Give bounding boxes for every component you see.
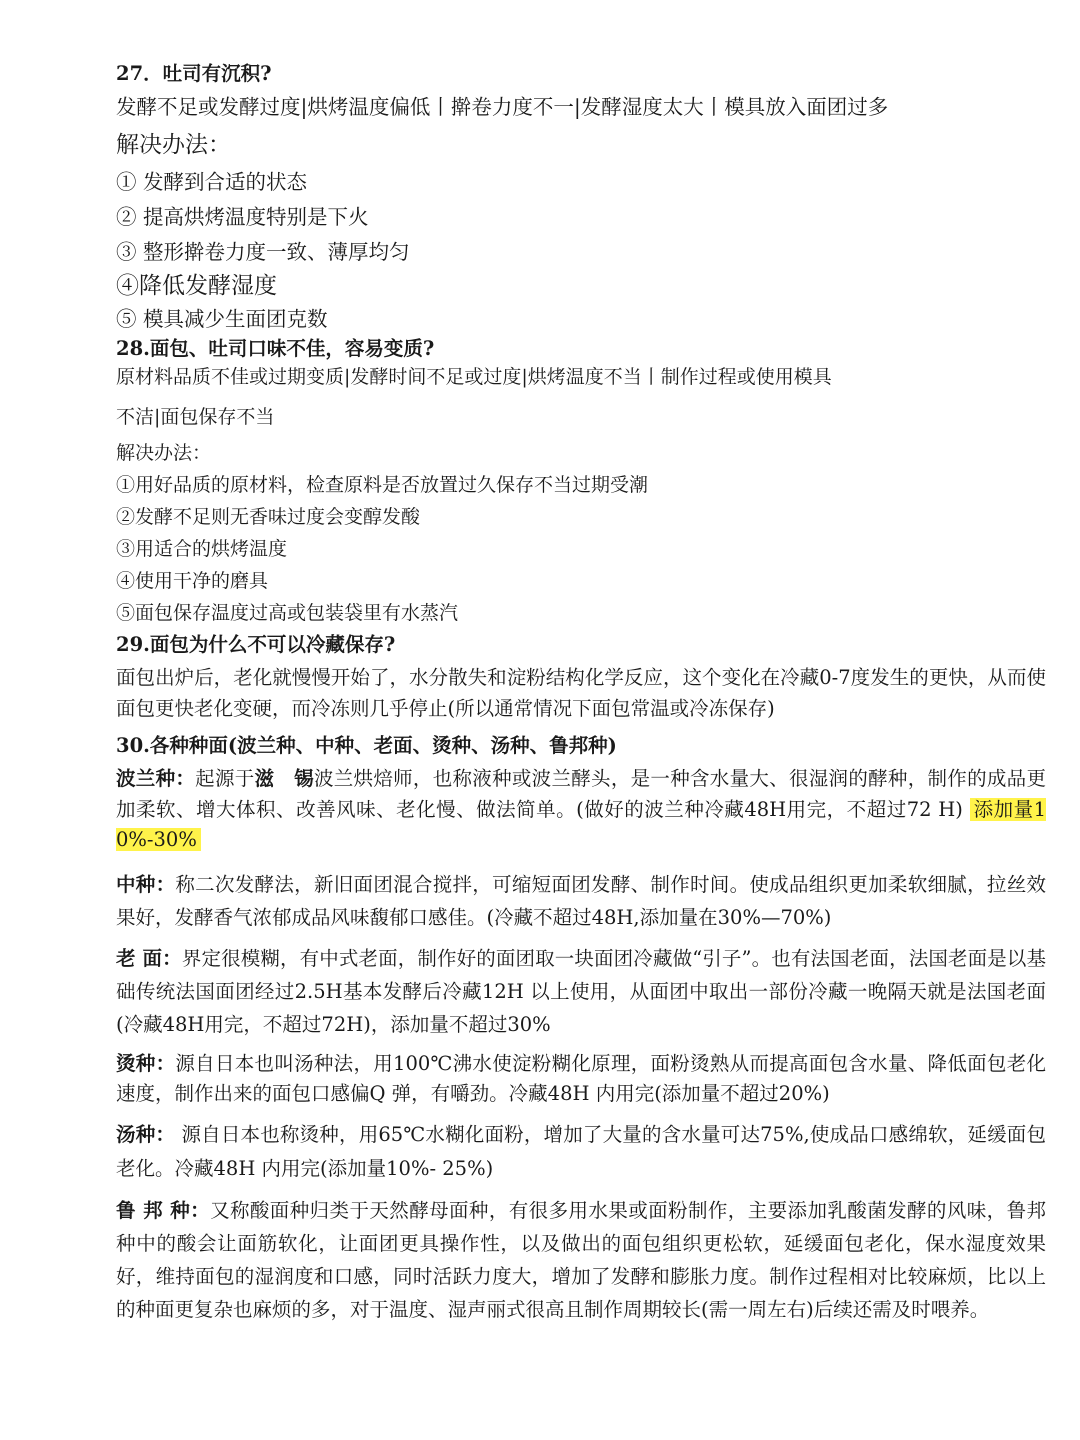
- q28-causes-2: 不洁|面包保存不当: [116, 406, 275, 428]
- q27-causes: 发酵不足或发酵过度|烘烤温度偏低丨擀卷力度不一|发酵湿度太大丨模具放入面团过多: [116, 95, 889, 119]
- q27-solution-3: ③ 整形擀卷力度一致、薄厚均匀: [116, 240, 410, 264]
- tangzhong-text: 源自日本也称烫种，用65℃水糊化面粉，增加了大量的含水量可达75%,使成品口感绵软，延缓面包老化。冷藏48H 内用完(添加量10%- 25%): [116, 1122, 1046, 1180]
- old-dough-paragraph: [116, 942, 1046, 1041]
- tangzhong-paragraph: [116, 1118, 1046, 1186]
- poolish-place: 滋 锡: [254, 767, 314, 790]
- poolish-term: 波兰种：: [116, 767, 196, 790]
- q27-solution-1: ① 发酵到合适的状态: [116, 170, 308, 194]
- q28-title: 28.面包、吐司口味不佳，容易变质?: [116, 337, 435, 360]
- tangzhong-term: 汤种：: [116, 1122, 176, 1146]
- q29-title: 29.面包为什么不可以冷藏保存?: [116, 633, 396, 656]
- poolish-highlight: 添加量10%-30%: [116, 797, 1046, 851]
- q28-solution-label: 解决办法：: [116, 442, 212, 464]
- poolish-text-b: 波兰烘焙师，也称液种或波兰酵头，是一种含水量大、很湿润的酵种，制作的成品更加柔软、增大体积、改善风味、老化慢、做法简单。(做好的波兰种冷藏48H用完，不超过72 H): [116, 767, 1046, 821]
- old-dough-text: 界定很模糊，有中式老面，制作好的面团取一块面团冷藏做“引子”。也有法国老面，法国老面是以基础传统法国面团经过2.5H基本发酵后冷藏12H 以上使用，从面团中取出一部份冷藏一晚隔天就是法国老面(冷藏48H用完，不超过72H)，添加量不超过30%: [116, 946, 1046, 1036]
- q28-solution-1: ①用好品质的原材料，检查原料是否放置过久保存不当过期受潮: [116, 474, 649, 496]
- scald-paragraph: [116, 1049, 1046, 1110]
- scald-text: 源自日本也叫汤种法，用100℃沸水使淀粉糊化原理，面粉烫熟从而提高面包含水量、降低面包老化速度，制作出来的面包口感偏Q 弹，有嚼劲。冷藏48H 内用完(添加量不超过20%): [116, 1051, 1046, 1105]
- sponge-text: 称二次发酵法，新旧面团混合搅拌，可缩短面团发酵、制作时间。使成品组织更加柔软细腻，拉丝效果好，发酵香气浓郁成品风味馥郁口感佳。(冷藏不超过48H,添加量在30%—70%): [116, 872, 1046, 929]
- sponge-term: 中种：: [116, 872, 176, 896]
- levain-term: 鲁 邦 种：: [116, 1198, 211, 1222]
- scald-term: 烫种：: [116, 1051, 176, 1075]
- q28-solution-2: ②发酵不足则无香味过度会变醇发酸: [116, 506, 421, 528]
- q28-causes-1: 原材料品质不佳或过期变质|发酵时间不足或过度|烘烤温度不当丨制作过程或使用模具: [116, 366, 832, 388]
- poolish-paragraph: [116, 764, 1046, 856]
- levain-text: 又称酸面种归类于天然酵母面种，有很多用水果或面粉制作，主要添加乳酸菌发酵的风味，鲁邦种中的酸会让面筋软化，让面团更具操作性，以及做出的面包组织更松软，延缓面包老化，保水湿度效果好，维持面包的湿润度和口感，同时活跃力度大，增加了发酵和膨胀力度。制作过程相对比较麻烦，比以上的种面更复杂也麻烦的多，对于温度、湿声丽式很高且制作周期较长(需一周左右)后续还需及时喂养。: [116, 1198, 1046, 1321]
- q27-title: 27．吐司有沉积?: [116, 62, 272, 85]
- q27-solution-2: ② 提高烘烤温度特别是下火: [116, 205, 369, 229]
- q27-solution-label: 解决办法：: [116, 132, 231, 158]
- q27-solution-4: ④降低发酵湿度: [116, 273, 277, 299]
- old-dough-term: 老 面：: [116, 946, 182, 970]
- q28-solution-3: ③用适合的烘烤温度: [116, 538, 288, 560]
- q29-body: 面包出炉后，老化就慢慢开始了，水分散失和淀粉结构化学反应，这个变化在冷藏0-7度发生的更快，从而使面包更快老化变硬，而冷冻则几乎停止(所以通常情况下面包常温或冷冻保存): [116, 666, 1046, 720]
- q28-solution-5: ⑤面包保存温度过高或包装袋里有水蒸汽: [116, 602, 459, 624]
- q27-solution-5: ⑤ 模具减少生面团克数: [116, 307, 328, 331]
- levain-paragraph: [116, 1194, 1046, 1326]
- poolish-text-a: 起源于: [195, 767, 255, 790]
- q30-title: 30.各种种面(波兰种、中种、老面、烫种、汤种、鲁邦种): [116, 734, 617, 757]
- document: [116, 60, 1046, 1326]
- q28-solution-4: ④使用干净的磨具: [116, 570, 269, 592]
- sponge-paragraph: [116, 868, 1046, 934]
